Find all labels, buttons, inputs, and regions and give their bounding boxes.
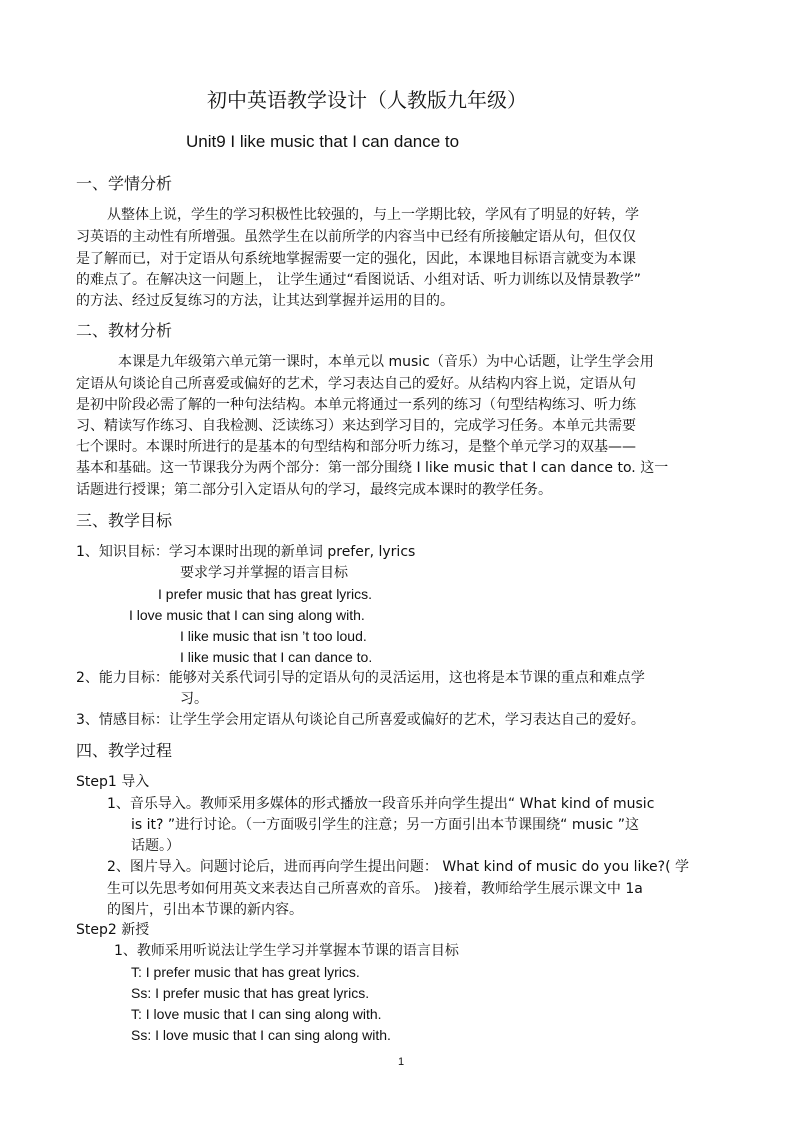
process-line: 生可以先思考如何用英文来表达自己所喜欢的音乐。 )接着，教师给学生展示课文中 1a [107, 881, 643, 897]
objective-line: 习。 [180, 691, 208, 707]
target-sentence: I love music that I can sing along with. [129, 607, 365, 623]
paragraph-line: 是初中阶段必需了解的一种句法结构。本单元将通过一系列的练习（句型结构练习、听力练 [76, 397, 636, 413]
objective-line: 2、能力目标：能够对关系代词引导的定语从句的灵活运用，这也将是本节课的重点和难点学 [76, 670, 645, 686]
paragraph-line: 是了解而已，对于定语从句系统地掌握需要一定的强化，因此，本课地目标语言就变为本课 [76, 251, 636, 267]
objective-line: 3、情感目标：让学生学会用定语从句谈论自己所喜爱或偏好的艺术，学习表达自己的爱好。 [76, 712, 645, 728]
paragraph-line: 定语从句谈论自己所喜爱或偏好的艺术，学习表达自己的爱好。从结构内容上说，定语从句 [76, 376, 636, 392]
process-line: is it? ”进行讨论。（一方面吸引学生的注意；另一方面引出本节课围绕“ music ”这 [131, 817, 639, 833]
paragraph-line: 习、精读写作练习、自我检测、泛读练习）来达到学习目的，完成学习任务。本单元共需要 [76, 418, 636, 434]
process-line: 1、音乐导入。教师采用多媒体的形式播放一段音乐并向学生提出“ What kind of music [107, 796, 655, 812]
paragraph-line: 七个课时。本课时所进行的是基本的句型结构和部分听力练习，是整个单元学习的双基—— [76, 439, 636, 455]
dialogue-line: Ss: I love music that I can sing along with. [131, 1027, 391, 1043]
process-line: 1、教师采用听说法让学生学习并掌握本节课的语言目标 [114, 943, 459, 959]
section-heading: 一、学情分析 [76, 174, 173, 193]
objective-line: 要求学习并掌握的语言目标 [180, 565, 348, 581]
dialogue-line: T: I prefer music that has great lyrics. [131, 964, 360, 980]
target-sentence: I like music that I can dance to. [180, 649, 373, 665]
paragraph-line: 本课是九年级第六单元第一课时，本单元以 music（音乐）为中心话题，让学生学会用 [118, 354, 654, 370]
process-line: 话题。） [131, 838, 180, 854]
paragraph-line: 的方法、经过反复练习的方法，让其达到掌握并运用的目的。 [76, 293, 454, 309]
paragraph-line: 习英语的主动性有所增强。虽然学生在以前所学的内容当中已经有所接触定语从句，但仅仅 [76, 229, 636, 245]
step-heading: Step2 新授 [76, 922, 150, 938]
page-number: 1 [398, 1056, 405, 1068]
dialogue-line: Ss: I prefer music that has great lyrics. [131, 985, 370, 1001]
paragraph-line: 从整体上说，学生的学习积极性比较强的，与上一学期比较，学风有了明显的好转，学 [107, 207, 639, 223]
section-heading: 三、教学目标 [76, 511, 173, 530]
document-title: 初中英语教学设计（人教版九年级） [207, 88, 527, 112]
process-line: 的图片，引出本节课的新内容。 [107, 902, 303, 918]
section-heading: 二、教材分析 [76, 321, 173, 340]
paragraph-line: 基本和基础。这一节课我分为两个部分：第一部分围绕 I like music that I can dance to. 这一 [76, 460, 669, 476]
target-sentence: I prefer music that has great lyrics. [158, 586, 372, 602]
document-subtitle: Unit9 I like music that I can dance to [186, 132, 460, 151]
process-line: 2、图片导入。问题讨论后，进而再向学生提出问题： What kind of music do you like?( 学 [107, 859, 690, 875]
paragraph-line: 的难点了。在解决这一问题上， 让学生通过“看图说话、小组对话、听力训练以及情景教学” [76, 272, 641, 288]
target-sentence: I like music that isn ’t too loud. [180, 628, 367, 644]
dialogue-line: T: I love music that I can sing along with. [131, 1006, 382, 1022]
objective-line: 1、知识目标：学习本课时出现的新单词 prefer, lyrics [76, 544, 416, 560]
paragraph-line: 话题进行授课；第二部分引入定语从句的学习，最终完成本课时的教学任务。 [76, 482, 552, 498]
section-heading: 四、教学过程 [76, 741, 173, 760]
step-heading: Step1 导入 [76, 774, 150, 790]
